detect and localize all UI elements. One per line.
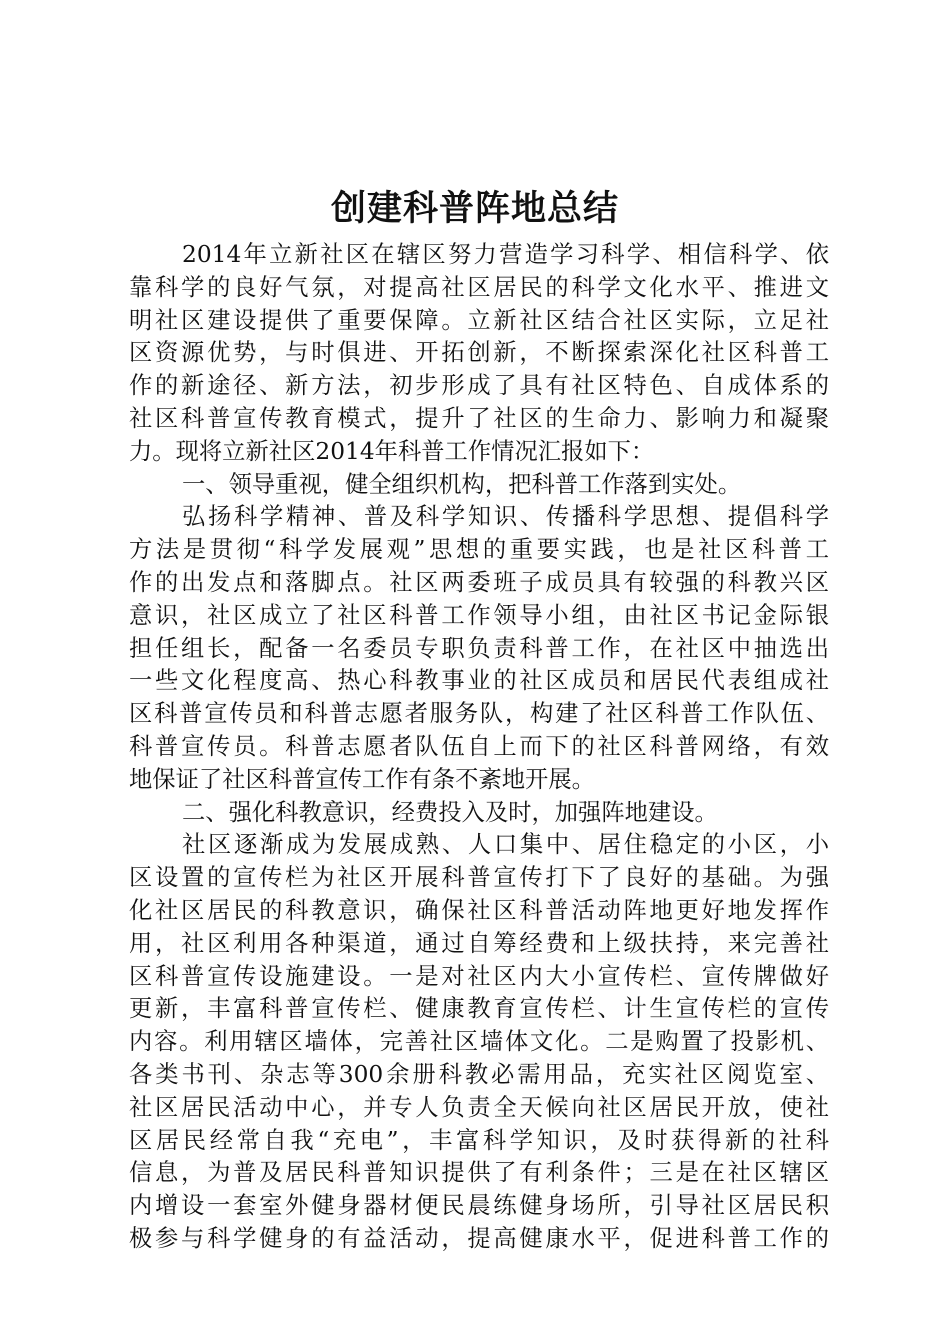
text-line: 区居民经常自我“充电”，丰富科学知识，及时获得新的社科	[129, 1126, 829, 1154]
text-line: 一、领导重视，健全组织机构，把科普工作落到实处。	[182, 470, 742, 498]
text-line: 方法是贯彻“科学发展观”思想的重要实践，也是社区科普工	[129, 536, 829, 564]
text-line: 一些文化程度高、热心科教事业的社区成员和居民代表组成社	[129, 667, 829, 695]
text-line: 意识，社区成立了社区科普工作领导小组，由社区书记金际银	[129, 601, 829, 629]
text-line: 2014年立新社区在辖区努力营造学习科学、相信科学、依	[182, 241, 829, 268]
text-line: 用，社区利用各种渠道，通过自筹经费和上级扶持，来完善社	[129, 929, 829, 957]
text-line: 弘扬科学精神、普及科学知识、传播科学思想、提倡科学	[182, 503, 829, 531]
text-line: 担任组长，配备一名委员专职负责科普工作，在社区中抽选出	[129, 634, 829, 662]
text-line: 区资源优势，与时俱进、开拓创新，不断探索深化社区科普工	[129, 339, 829, 367]
text-line: 社区居民活动中心，并专人负责全天候向社区居民开放，使社	[129, 1093, 829, 1121]
text-line: 信息，为普及居民科普知识提供了有利条件；三是在社区辖区	[129, 1159, 829, 1187]
text-line: 内容。利用辖区墙体，完善社区墙体文化。二是购置了投影机、	[129, 1028, 829, 1056]
text-line: 更新，丰富科普宣传栏、健康教育宣传栏、计生宣传栏的宣传	[129, 995, 829, 1023]
text-line: 各类书刊、杂志等300余册科教必需用品，充实社区阅览室、	[129, 1060, 829, 1088]
text-line: 区科普宣传设施建设。一是对社区内大小宣传栏、宣传牌做好	[129, 962, 829, 990]
text-line: 科普宣传员。科普志愿者队伍自上而下的社区科普网络，有效	[129, 732, 829, 760]
text-line: 作的新途径、新方法，初步形成了具有社区特色、自成体系的	[129, 372, 829, 400]
text-line: 区设置的宣传栏为社区开展科普宣传打下了良好的基础。为强	[129, 864, 829, 892]
text-line: 社区科普宣传教育模式，提升了社区的生命力、影响力和凝聚	[129, 404, 829, 432]
text-line: 社区逐渐成为发展成熟、人口集中、居住稳定的小区，小	[182, 831, 829, 859]
text-line: 明社区建设提供了重要保障。立新社区结合社区实际，立足社	[129, 306, 829, 334]
text-line: 靠科学的良好气氛，对提高社区居民的科学文化水平、推进文	[129, 273, 829, 301]
text-line: 作的出发点和落脚点。社区两委班子成员具有较强的科教兴区	[129, 568, 829, 596]
text-line: 力。现将立新社区2014年科普工作情况汇报如下：	[129, 437, 655, 465]
text-line: 极参与科学健身的有益活动，提高健康水平，促进科普工作的	[129, 1224, 829, 1252]
text-line: 区科普宣传员和科普志愿者服务队，构建了社区科普工作队伍、	[129, 700, 829, 728]
document-body	[129, 239, 829, 1256]
text-line: 内增设一套室外健身器材便民晨练健身场所，引导社区居民积	[129, 1192, 829, 1220]
document-title: 创建科普阵地总结	[330, 189, 619, 229]
text-line: 化社区居民的科教意识，确保社区科普活动阵地更好地发挥作	[129, 896, 829, 924]
text-line: 地保证了社区科普宣传工作有条不紊地开展。	[129, 765, 595, 793]
text-line: 二、强化科教意识，经费投入及时，加强阵地建设。	[182, 798, 718, 826]
